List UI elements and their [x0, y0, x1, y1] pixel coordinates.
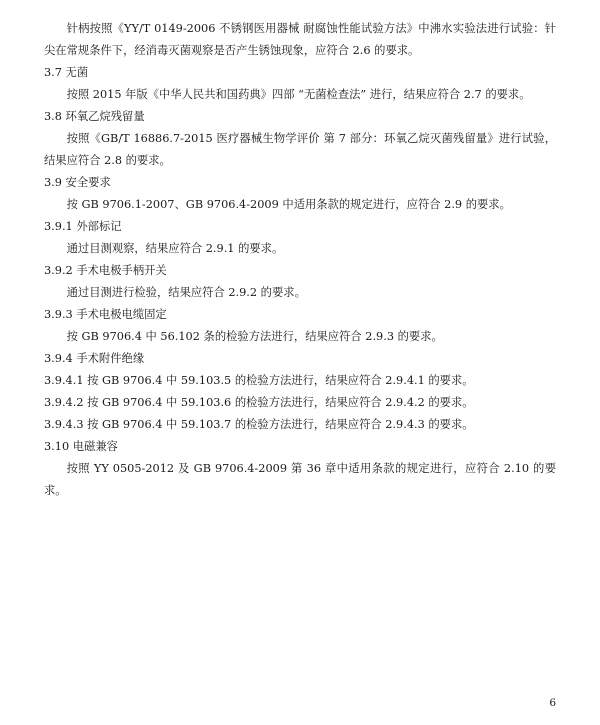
document-body: [44, 18, 556, 502]
paragraph-3-9-4-1: 3.9.4.1 按 GB 9706.4 中 59.103.5 的检验方法进行，结果应符合 2.9.4.1 的要求。: [44, 374, 474, 388]
heading-3-7: 3.7 无菌: [44, 66, 89, 80]
paragraph-3-9-3: 按 GB 9706.4 中 56.102 条的检验方法进行，结果应符合 2.9.3 的要求。: [66, 330, 443, 344]
heading-3-9-4: 3.9.4 手术附件绝缘: [44, 352, 145, 366]
paragraph-3-9-2: 通过目测进行检验，结果应符合 2.9.2 的要求。: [66, 286, 306, 300]
paragraph-3-9-4-2: 3.9.4.2 按 GB 9706.4 中 59.103.6 的检验方法进行，结果应符合 2.9.4.2 的要求。: [44, 396, 474, 410]
paragraph-3-9-4-3: 3.9.4.3 按 GB 9706.4 中 59.103.7 的检验方法进行，结果应符合 2.9.4.3 的要求。: [44, 418, 474, 432]
paragraph-needle-handle: 针柄按照《YY/T 0149-2006 不锈钢医用器械 耐腐蚀性能试验方法》中沸水实验法进行试验：针尖在常规条件下，经消毒灭菌观察是否产生锈蚀现象，应符合 2.6 的要求。: [44, 22, 556, 58]
heading-3-9-1: 3.9.1 外部标记: [44, 220, 122, 234]
paragraph-3-8: 按照《GB/T 16886.7-2015 医疗器械生物学评价 第 7 部分：环氧乙烷灭菌残留量》进行试验，结果应符合 2.8 的要求。: [44, 132, 556, 168]
heading-3-9-3: 3.9.3 手术电极电缆固定: [44, 308, 167, 322]
paragraph-3-7: 按照 2015 年版《中华人民共和国药典》四部 “无菌检查法” 进行，结果应符合 2.7 的要求。: [66, 88, 531, 102]
paragraph-3-10: 按照 YY 0505-2012 及 GB 9706.4-2009 第 36 章中适用条款的规定进行，应符合 2.10 的要求。: [44, 462, 556, 498]
paragraph-3-9: 按 GB 9706.1-2007、GB 9706.4-2009 中适用条款的规定进行，应符合 2.9 的要求。: [66, 198, 511, 212]
paragraph-3-9-1: 通过目测观察，结果应符合 2.9.1 的要求。: [66, 242, 284, 256]
heading-3-10: 3.10 电磁兼容: [44, 440, 118, 454]
heading-3-8: 3.8 环氧乙烷残留量: [44, 110, 145, 124]
heading-3-9: 3.9 安全要求: [44, 176, 111, 190]
page-number: 6: [549, 697, 556, 709]
heading-3-9-2: 3.9.2 手术电极手柄开关: [44, 264, 167, 278]
